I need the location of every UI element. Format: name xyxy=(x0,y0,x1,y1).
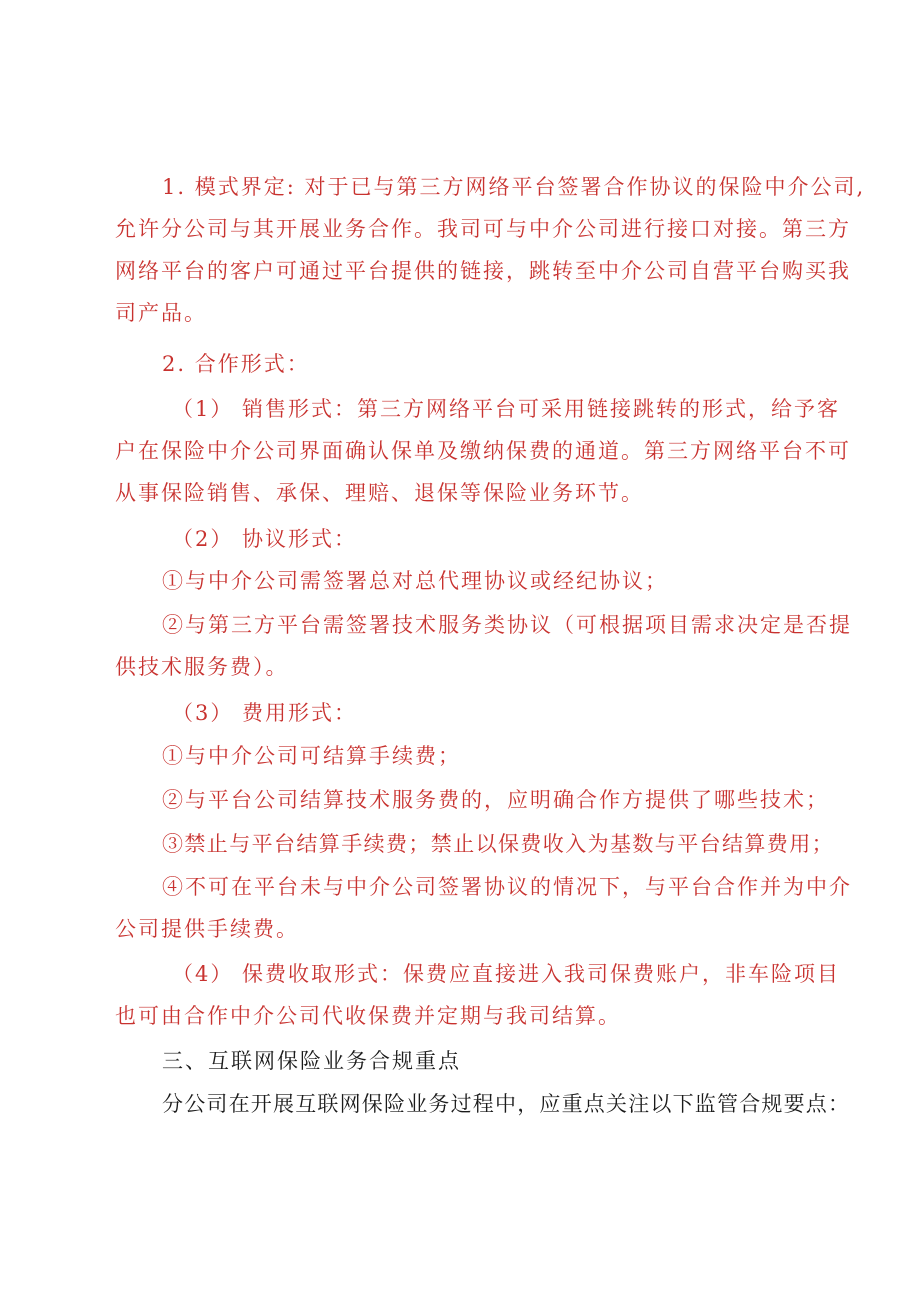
text-line: （2） 协议形式： xyxy=(172,527,358,551)
text-line: ④不可在平台未与中介公司签署协议的情况下，与平台合作并为中介 xyxy=(162,875,852,899)
fee-item-4 xyxy=(0,866,920,950)
text-line: 公司提供手续费。 xyxy=(115,917,299,941)
text-line: ③禁止与平台结算手续费；禁止以保费收入为基数与平台结算费用； xyxy=(162,832,834,856)
mode-definition-paragraph xyxy=(0,166,920,334)
text-line: ①与中介公司可结算手续费； xyxy=(162,744,461,768)
text-line: 供技术服务费）。 xyxy=(115,655,289,679)
text-line: 司产品。 xyxy=(115,301,207,325)
text-line: 分公司在开展互联网保险业务过程中，应重点关注以下监管合规要点： xyxy=(162,1092,851,1116)
premium-collection-paragraph xyxy=(0,953,920,1037)
text-line: 从事保险销售、承保、理赔、退保等保险业务环节。 xyxy=(115,481,644,505)
text-line: ②与第三方平台需签署技术服务类协议（可根据项目需求决定是否提 xyxy=(162,613,852,637)
fee-item-2 xyxy=(0,779,920,821)
fee-item-1 xyxy=(0,735,920,777)
fee-item-3 xyxy=(0,823,920,865)
text-line: 1. 模式界定: 对于已与第三方网络平台签署合作协议的保险中介公司, xyxy=(162,175,866,199)
cooperation-form-heading xyxy=(0,343,920,385)
text-line: 允许分公司与其开展业务合作。我司可与中介公司进行接口对接。第三方 xyxy=(115,217,851,241)
text-line: 也可由合作中介公司代收保费并定期与我司结算。 xyxy=(115,1004,621,1028)
agreement-item-2 xyxy=(0,604,920,688)
text-line: 网络平台的客户可通过平台提供的链接，跳转至中介公司自营平台购买我 xyxy=(115,259,851,283)
text-line: （3） 费用形式： xyxy=(172,701,358,725)
text-line: 三、互联网保险业务合规重点 xyxy=(162,1049,461,1073)
text-line: ②与平台公司结算技术服务费的，应明确合作方提供了哪些技术； xyxy=(162,788,829,812)
section-three-intro xyxy=(0,1083,920,1125)
fee-form-heading xyxy=(0,692,920,734)
section-three-heading xyxy=(0,1040,920,1082)
agreement-item-1 xyxy=(0,560,920,602)
text-line: 2. 合作形式： xyxy=(162,352,310,376)
text-line: （4） 保费收取形式：保费应直接进入我司保费账户，非车险项目 xyxy=(172,962,841,986)
agreement-form-heading xyxy=(0,518,920,560)
text-line: 户在保险中介公司界面确认保单及缴纳保费的通道。第三方网络平台不可 xyxy=(115,439,851,463)
text-line: ①与中介公司需签署总对总代理协议或经纪协议； xyxy=(162,569,668,593)
sales-form-paragraph xyxy=(0,388,920,514)
text-line: （1） 销售形式：第三方网络平台可采用链接跳转的形式，给予客 xyxy=(172,397,841,421)
